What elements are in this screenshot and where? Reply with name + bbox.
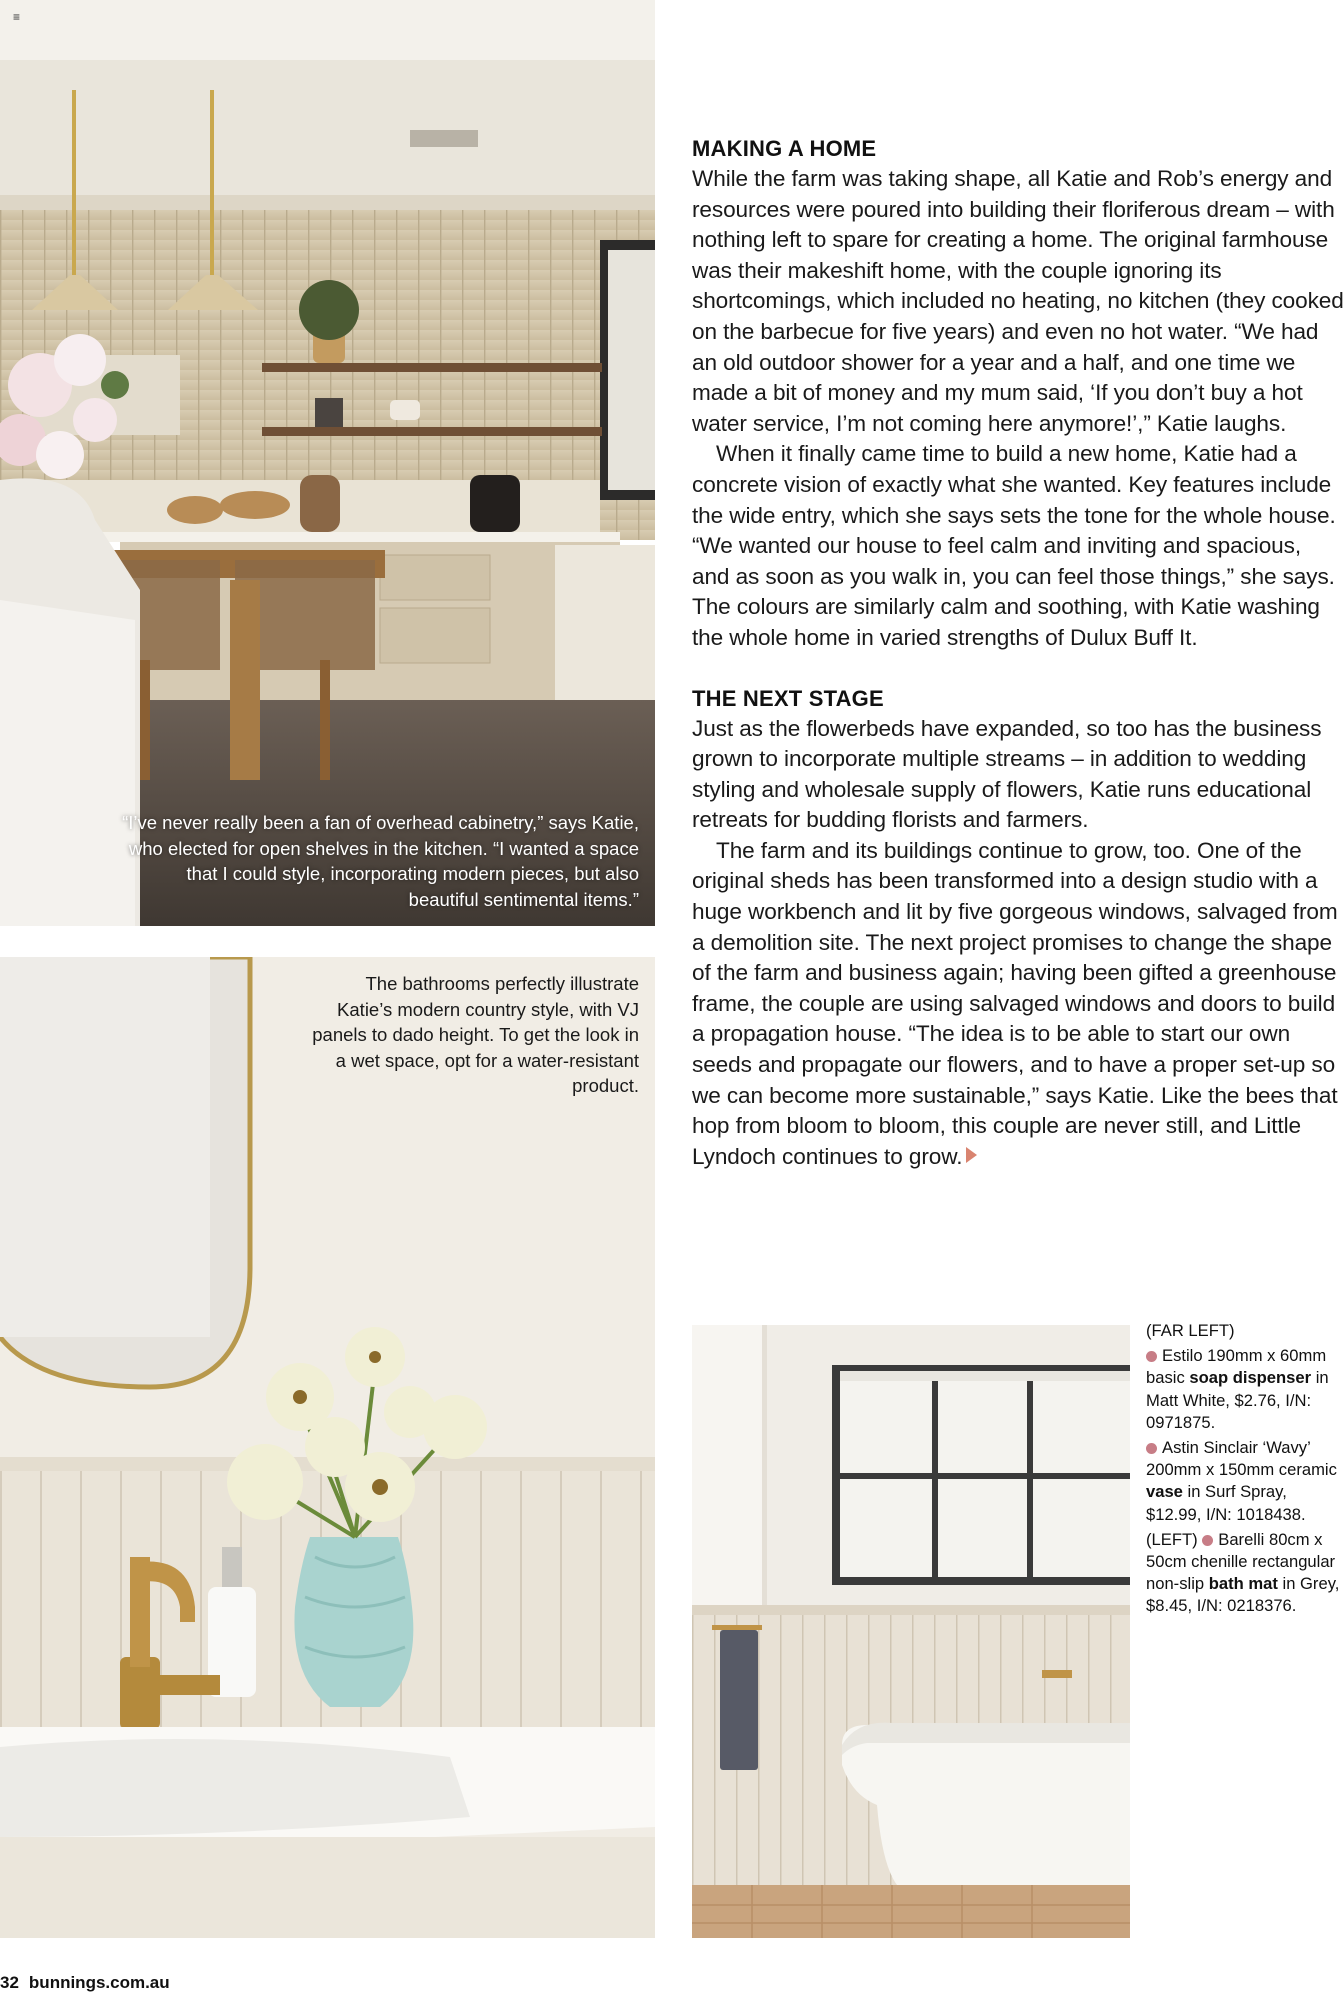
bullet-dot-icon bbox=[1146, 1351, 1157, 1362]
product-text: Astin Sinclair ‘Wavy’ 200mm x 150mm ceramic bbox=[1146, 1438, 1337, 1480]
article-paragraph-text: The farm and its buildings continue to grow, too. One of the original sheds has been transformed into a design studio with a huge workbench and lit by five gorgeous windows, salvaged from a demolition site. The next project promises to change the shape of the farm and business again; having been gifted a greenhouse frame, the couple are using salvaged windows and doors to build a propagation house. “The idea is to be able to start our own seeds and propagate our flowers, and to have a proper set-up so we can become more sustainable,” says Katie. Like the bees that hop from bloom to bloom, this couple are never still, and Little Lyndoch continues to grow. bbox=[692, 837, 1338, 1169]
product-soap-dispenser bbox=[1146, 1345, 1344, 1434]
article-paragraph: Just as the flowerbeds have expanded, so too has the business grown to incorporate multiple streams – in addition to wedding styling and wholesale supply of flowers, Katie runs educational retreats for budding florists and farmers. bbox=[692, 715, 1322, 833]
product-text: Barelli 80cm x 50cm chenille rectangular non-slip bbox=[1146, 1529, 1336, 1594]
product-name: vase bbox=[1146, 1482, 1183, 1502]
product-name: soap dispenser bbox=[1189, 1368, 1312, 1388]
kitchen-illustration bbox=[0, 0, 655, 926]
bath-illustration bbox=[692, 1325, 1130, 1938]
product-label-left: (LEFT) bbox=[1146, 1529, 1198, 1549]
bathroom-photo bbox=[0, 957, 655, 1938]
bathroom-illustration bbox=[0, 957, 655, 1938]
section-heading-the-next-stage: THE NEXT STAGE bbox=[692, 685, 884, 711]
product-text: in Matt White, $2.76, I/N: 0971875. bbox=[1146, 1368, 1329, 1432]
bathroom-caption: The bathrooms perfectly illustrate Katie’s modern country style, with VJ panels to dado height. To get the look in a wet space, opt for a water-resistant product. bbox=[312, 973, 639, 1096]
section-heading-making-a-home: MAKING A HOME bbox=[692, 136, 877, 161]
product-notes bbox=[1146, 1320, 1344, 1621]
product-text: in Surf Spray, $12.99, I/N: 1018438. bbox=[1146, 1482, 1306, 1524]
article-paragraph: When it finally came time to build a new home, Katie had a concrete vision of exactly what she wanted. Key features include the wide entry, which she says sets the tone for the whole house. “We wanted our house to feel calm and inviting and spacious, and as soon as you walk in, you can feel those things,” she says. The colours are similarly calm and soothing, with Katie washing the whole home in varied strengths of Dulux Buff It. bbox=[692, 441, 1336, 650]
end-of-article-icon bbox=[966, 1147, 977, 1163]
bullet-dot-icon bbox=[1146, 1443, 1157, 1454]
product-bath-mat bbox=[1146, 1529, 1344, 1618]
page-footer bbox=[0, 1972, 170, 1994]
kitchen-photo bbox=[0, 0, 655, 926]
article-paragraph: While the farm was taking shape, all Katie and Rob’s energy and resources were poured into building their floriferous dream – with nothing left to spare for creating a home. The original farmhouse was their makeshift home, with the couple ignoring its shortcomings, which included no heating, no kitchen (they cooked on the barbecue for five years) and even no hot water. “We had an old outdoor shower for a year and a half, and one time we made a bit of money and my mum said, ‘If you don’t buy a hot water service, I’m not coming here anymore!’,” Katie laughs. bbox=[692, 166, 1344, 436]
bath-photo bbox=[692, 1325, 1130, 1938]
menu-icon[interactable]: ≡ bbox=[13, 10, 21, 24]
section-spacer bbox=[692, 654, 1344, 684]
product-vase bbox=[1146, 1437, 1344, 1526]
bullet-dot-icon bbox=[1202, 1535, 1213, 1546]
article-body bbox=[692, 134, 1344, 1172]
page-number: 32 bbox=[0, 1973, 19, 1992]
product-label-far-left: (FAR LEFT) bbox=[1146, 1321, 1235, 1340]
footer-site-link[interactable]: bunnings.com.au bbox=[28, 1973, 170, 1992]
product-text: Estilo 190mm x 60mm basic bbox=[1146, 1346, 1327, 1388]
product-text: in Grey, $8.45, I/N: 0218376. bbox=[1146, 1574, 1340, 1616]
kitchen-caption: “I’ve never really been a fan of overhead cabinetry,” says Katie, who elected for open shelves in the kitchen. “I wanted a space that I could style, incorporating modern pieces, but also beautiful sentimental items.” bbox=[122, 812, 639, 910]
product-name: bath mat bbox=[1208, 1574, 1278, 1594]
article-paragraph-final bbox=[692, 836, 1344, 1173]
